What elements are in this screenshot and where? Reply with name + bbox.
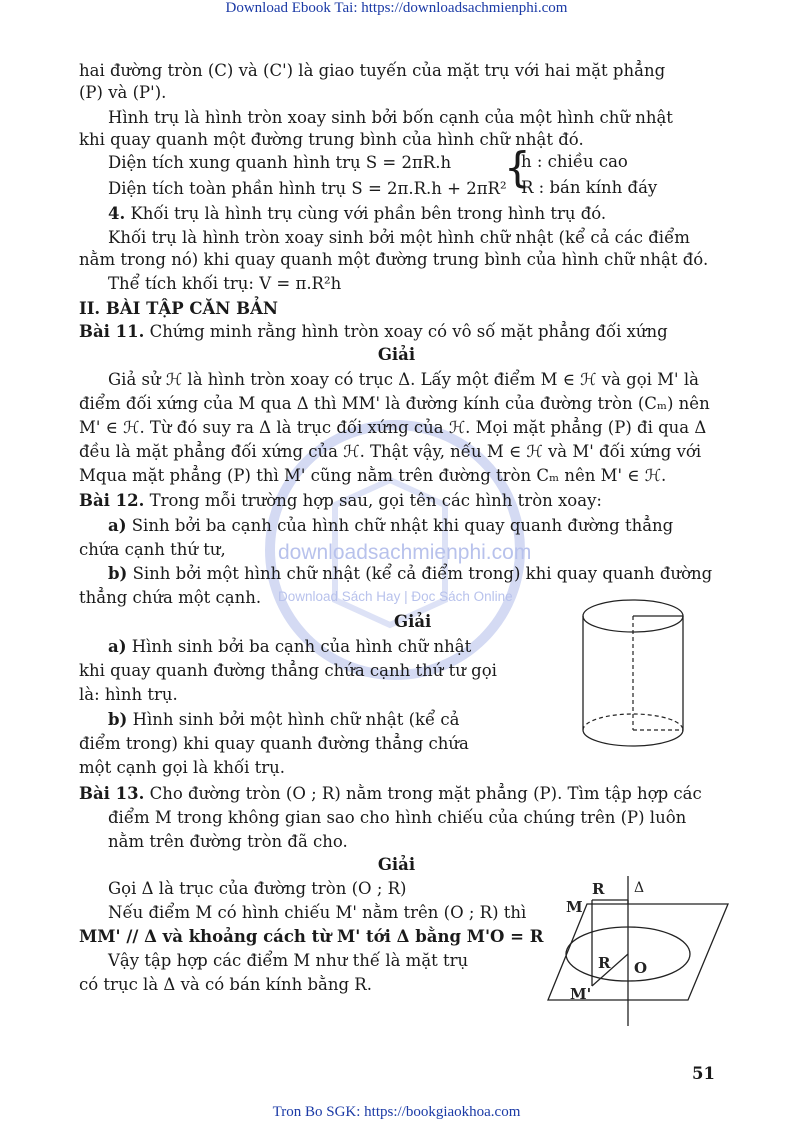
text-line: Khối trụ là hình tròn xoay sinh bởi một hình chữ nhật (kể cả các điểm xyxy=(108,228,690,247)
exercise-11-title: Bài 11. Chứng minh rằng hình tròn xoay có vô số mặt phẳng đối xứng xyxy=(79,322,668,341)
section-heading: II. BÀI TẬP CĂN BẢN xyxy=(79,299,278,318)
text-line: hai đường tròn (C) và (C') là giao tuyến của mặt trụ với hai mặt phẳng xyxy=(79,61,666,80)
volume-formula: Thể tích khối trụ: V = π.R²h xyxy=(108,274,342,293)
text-line: nằm trong nó) khi quay quanh một đường trung bình của hình chữ nhật đó. xyxy=(79,250,709,269)
text-line: điểm M trong không gian sao cho hình chiếu của chúng trên (P) luôn xyxy=(108,808,687,827)
watermark-tagline: Download Sách Hay | Đọc Sách Online xyxy=(278,589,513,604)
header-link-text: Download Ebook Tai: https://downloadsachmienphi.com xyxy=(225,0,568,16)
formula-lateral-area: Diện tích xung quanh hình trụ S = 2πR.h xyxy=(108,153,452,172)
text-line: Mqua mặt phẳng (P) thì M' cũng nằm trên đường tròn Cₘ nên M' ∈ ℋ. xyxy=(79,466,667,485)
footer-link-text: Tron Bo SGK: https://bookgiaokhoa.com xyxy=(272,1104,521,1120)
text-line: chứa cạnh thứ tư, xyxy=(79,540,226,559)
legend-h: h : chiều cao xyxy=(521,152,628,171)
cylinder-figure xyxy=(578,594,728,768)
watermark-site: downloadsachmienphi.com xyxy=(278,541,532,564)
text-line: khi quay quanh một đường trung bình của hình chữ nhật đó. xyxy=(79,130,584,149)
text-line: MM' // Δ và khoảng cách từ M' tới Δ bằng M'O = R xyxy=(79,927,544,946)
text-line: a) Hình sinh bởi ba cạnh của hình chữ nhật xyxy=(108,637,472,656)
text-line: (P) và (P'). xyxy=(79,83,167,102)
text-line: Gọi Δ là trục của đường tròn (O ; R) xyxy=(108,879,407,898)
text-line: thẳng chứa một cạnh. xyxy=(79,588,262,607)
text-line: b) Hình sinh bởi một hình chữ nhật (kể cả xyxy=(108,710,460,729)
label-m: M xyxy=(566,898,583,916)
label-delta: Δ xyxy=(634,880,645,896)
text-line: nằm trên đường tròn đã cho. xyxy=(108,832,348,851)
plane-axis-figure xyxy=(540,876,740,1026)
text-line: khi quay quanh đường thẳng chứa cạnh thứ tư gọi xyxy=(79,661,497,680)
text-line: một cạnh gọi là khối trụ. xyxy=(79,758,286,777)
formula-total-area: Diện tích toàn phần hình trụ S = 2π.R.h + 2πR² xyxy=(108,179,507,198)
text-line: là: hình trụ. xyxy=(79,685,178,704)
exercise-12-title: Bài 12. Trong mỗi trường hợp sau, gọi tên các hình tròn xoay: xyxy=(79,491,602,510)
curly-brace: { xyxy=(504,143,531,192)
label-m-prime: M' xyxy=(570,985,592,1003)
text-line: đều là mặt phẳng đối xứng của ℋ. Thật vậy, nếu M ∈ ℋ và M' đối xứng với xyxy=(79,442,702,461)
text-line: b) Sinh bởi một hình chữ nhật (kể cả điểm trong) khi quay quanh đường xyxy=(108,564,713,583)
text-line: Giả sử ℋ là hình tròn xoay có trục Δ. Lấy một điểm M ∈ ℋ và gọi M' là xyxy=(108,370,699,389)
label-r-mid: R xyxy=(598,954,611,972)
label-o: O xyxy=(634,959,648,977)
text-line: điểm đối xứng của M qua Δ thì MM' là đường kính của đường tròn (Cₘ) nên xyxy=(79,394,710,413)
label-r-top: R xyxy=(592,880,605,898)
text-line: Hình trụ là hình tròn xoay sinh bởi bốn cạnh của một hình chữ nhật xyxy=(108,108,673,127)
exercise-13-title: Bài 13. Cho đường tròn (O ; R) nằm trong mặt phẳng (P). Tìm tập hợp các xyxy=(79,784,702,803)
solution-heading: Giải xyxy=(377,345,416,364)
text-line: a) Sinh bởi ba cạnh của hình chữ nhật khi quay quanh đường thẳng xyxy=(108,516,674,535)
solution-heading: Giải xyxy=(377,855,416,874)
text-line: Nếu điểm M có hình chiếu M' nằm trên (O ; R) thì xyxy=(108,903,527,922)
page-number: 51 xyxy=(692,1064,715,1083)
solution-heading: Giải xyxy=(394,612,432,631)
text-line: có trục là Δ và có bán kính bằng R. xyxy=(79,975,372,994)
text-line: Vậy tập hợp các điểm M như thế là mặt trụ xyxy=(108,951,469,970)
section-4-title: 4. Khối trụ là hình trụ cùng với phần bên trong hình trụ đó. xyxy=(108,204,607,223)
text-line: điểm trong) khi quay quanh đường thẳng chứa xyxy=(79,734,469,753)
legend-r: R : bán kính đáy xyxy=(521,178,658,197)
text-line: M' ∈ ℋ. Từ đó suy ra Δ là trục đối xứng của ℋ. Mọi mặt phẳng (P) đi qua Δ xyxy=(79,418,707,437)
